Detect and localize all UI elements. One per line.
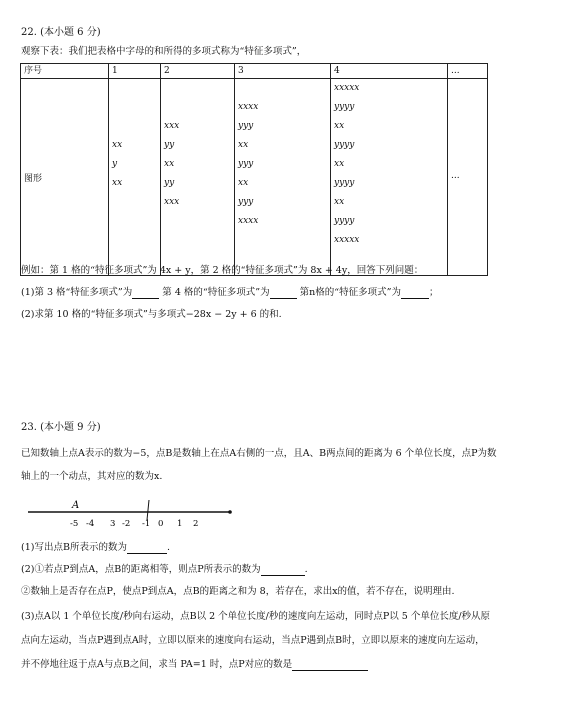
figure-line: yy [164, 178, 175, 188]
figure-line: yyy [238, 121, 254, 131]
figure-line: yyyy [334, 216, 355, 226]
figure-line: xxx [164, 121, 180, 131]
q22-p1-c: 第n格的“特征多项式”为 [299, 287, 401, 298]
header-cell: 3 [235, 64, 331, 79]
axis-tick-label: -4 [86, 519, 95, 529]
point-a-label: A [72, 500, 80, 511]
table-figure-row [21, 79, 488, 276]
figure-line: xxxxx [334, 83, 360, 93]
q23-p1-end: . [166, 542, 170, 553]
figure-line: xxxxx [334, 235, 360, 245]
figure-line: yyy [238, 197, 254, 207]
feature-table [20, 63, 488, 276]
q23-part1 [21, 542, 170, 554]
figure-line: yyy [238, 159, 254, 169]
figure-line: yyyy [334, 102, 355, 112]
figure-col-3 [235, 79, 330, 275]
answer-blank-5[interactable] [261, 566, 305, 576]
ellipsis: ... [451, 171, 460, 181]
figure-line: xx [334, 121, 345, 131]
header-cell: 2 [161, 64, 235, 79]
answer-blank-4[interactable] [127, 544, 167, 554]
q22-example: 例如：第 1 格的“特征多项式”为 4x + y，第 2 格的“特征多项式”为 8x + 4y，回答下列问题： [21, 265, 424, 276]
answer-blank-3[interactable] [401, 289, 429, 299]
header-cell: ... [448, 64, 488, 79]
row-label: 图形 [24, 174, 43, 184]
figure-line: xx [334, 159, 345, 169]
q22-title: 22. (本小题 6 分) [21, 27, 101, 38]
q23-part3-line3 [21, 659, 368, 671]
q23-part3-line2: 点向左运动，当点P遇到点A时，立即以原来的速度向右运动，当点P遇到点B时，立即以原来的速度向左运动， [21, 635, 485, 646]
figure-col-1 [109, 79, 160, 275]
q22-p1-b: 第 4 格的“特征多项式”为 [162, 287, 270, 298]
figure-line: xxx [164, 197, 180, 207]
q23-p3-3-text: 并不停地往返于点A与点B之间，求当 PA=1 时，点P对应的数是 [21, 659, 293, 670]
figure-line: xx [112, 140, 123, 150]
header-cell: 4 [331, 64, 448, 79]
axis-tick-label: 3 [110, 519, 116, 529]
q23-p2-1-text: (2)①若点P到点A，点B的距离相等，则点P所表示的数为 [21, 564, 261, 575]
answer-blank-2[interactable] [270, 289, 297, 299]
figure-line: yy [164, 140, 175, 150]
number-line [20, 494, 240, 530]
figure-line: xx [112, 178, 123, 188]
q22-intro: 观察下表：我们把表格中字母的和所得的多项式称为“特征多项式”， [21, 46, 307, 57]
axis-tick-label: 2 [193, 519, 199, 529]
axis-tick-label: 1 [177, 519, 183, 529]
figure-line: yyyy [334, 140, 355, 150]
answer-blank-6[interactable] [292, 661, 368, 671]
q23-part2-1 [21, 564, 308, 576]
header-cell: 1 [109, 64, 161, 79]
figure-line: xx [238, 140, 249, 150]
figure-line: y [112, 159, 118, 169]
q22-part2: (2)求第 10 格的“特征多项式”与多项式−28x − 2y + 6 的和. [21, 309, 282, 320]
figure-line: xx [334, 197, 345, 207]
header-cell: 序号 [21, 64, 109, 79]
q23-title: 23. (本小题 9 分) [21, 422, 101, 433]
q23-stem-line2: 轴上的一个动点，其对应的数为x. [21, 471, 163, 482]
figure-line: yyyy [334, 178, 355, 188]
q23-stem-line1: 已知数轴上点A表示的数为−5，点B是数轴上在点A右侧的一点，且A、B两点间的距离为 6 个单位长度，点P为数 [21, 448, 497, 459]
axis-tick-label: 0 [158, 519, 164, 529]
table-header-row [21, 64, 488, 79]
axis-tick-label: -2 [122, 519, 131, 529]
figure-col-4 [331, 79, 447, 275]
q22-p1-a: (1)第 3 格“特征多项式”为 [21, 287, 133, 298]
q22-part1 [21, 287, 439, 299]
figure-line: xxxx [238, 102, 259, 112]
q23-p2-1-end: . [304, 564, 308, 575]
axis-tick-label: -1 [142, 519, 151, 529]
q23-p1-text: (1)写出点B所表示的数为 [21, 542, 127, 553]
q23-part2-2: ②数轴上是否存在点P，使点P到点A，点B的距离之和为 8，若存在，求出x的值，若不存在，说明理由. [21, 586, 455, 597]
q22-p1-end: ； [428, 287, 439, 298]
figure-line: xxxx [238, 216, 259, 226]
figure-col-2 [161, 79, 234, 275]
figure-line: xx [164, 159, 175, 169]
answer-blank-1[interactable] [132, 289, 159, 299]
q23-part3-line1: (3)点A以 1 个单位长度/秒向右运动，点B以 2 个单位长度/秒的速度向左运动，同时点P以 5 个单位长度/秒从原 [21, 611, 491, 622]
axis-tick-label: -5 [70, 519, 79, 529]
figure-line: xx [238, 178, 249, 188]
